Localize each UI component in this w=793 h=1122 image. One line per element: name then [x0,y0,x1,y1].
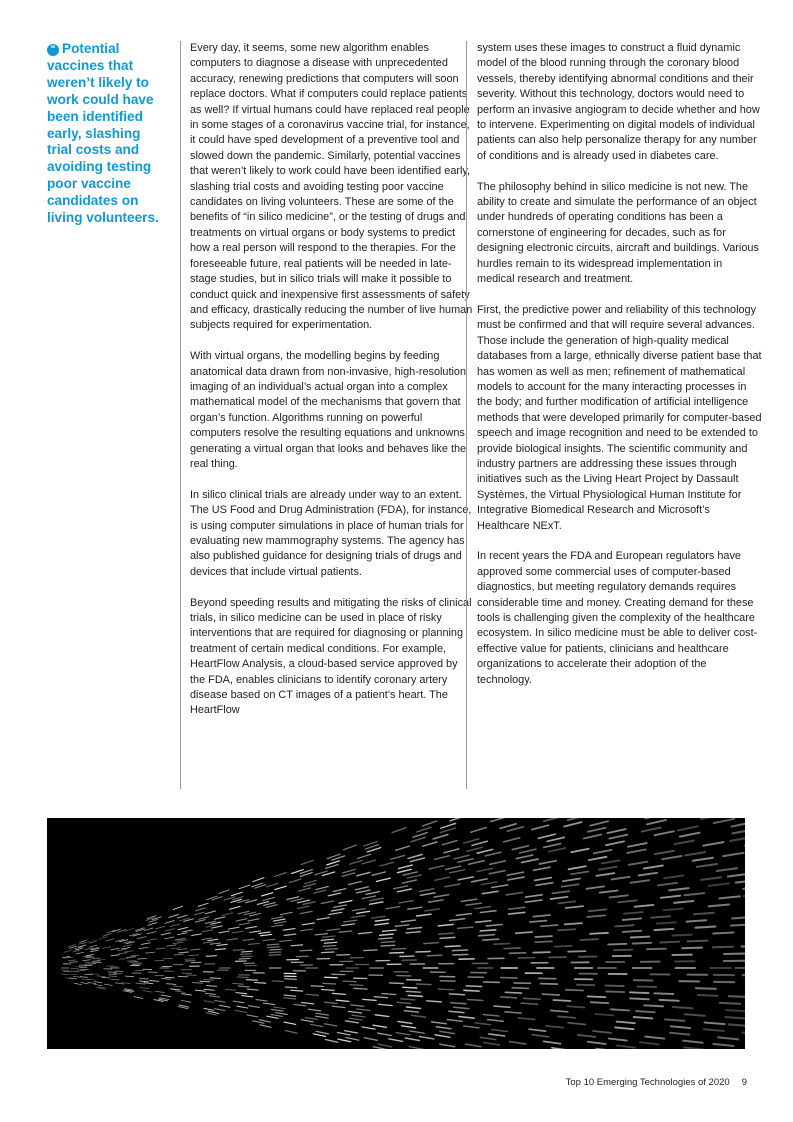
footer-title: Top 10 Emerging Technologies of 2020 [565,1077,730,1088]
paragraph: The philosophy behind in silico medicine is not new. The ability to create and simulate the performance of an object under hundreds of operating conditions has been a cornerstone of engineering for decades, such as for designing electronic circuits, aircraft and buildings. Various hurdles remain to its widespread implementation in medical research and treatment. [477,180,759,286]
paragraph: In silico clinical trials are already under way to an extent. The US Food and Drug Administration (FDA), for instance, is using computer simulations in place of human trials for evaluating new mammography systems. The agency has also published guidance for designing trials of drugs and devices that include virtual patients. [190,488,472,578]
pull-quote [47,41,159,227]
hero-image [47,818,745,1049]
page-footer [566,1077,747,1088]
light-streaks [61,818,745,1049]
article-column-left [180,41,475,789]
light-streaks-graphic [47,818,745,1049]
paragraph: Every day, it seems, some new algorithm enables computers to diagnose a disease with unprecedented accuracy, renewing predictions that computers will soon replace doctors. What if computers could replace patients as well? If virtual humans could have replaced real people in some stages of a coronavirus vaccine trial, for instance, it could have sped development of a preventive tool and slowed down the pandemic. Similarly, potential vaccines that weren’t likely to work could have been identified early, slashing trial costs and avoiding testing poor vaccine candidates on living volunteers. These are some of the benefits of “in silico medicine”, or the testing of drugs and treatments on virtual organs or body systems to predict how a real person will respond to the therapies. For the foreseeable future, real patients will be needed in late-stage studies, but in silico trials will make it possible to conduct quick and inexpensive first assessments of safety and efficacy, drastically reducing the number of live human subjects required for experimentation. [190,42,473,332]
page-number: 9 [741,1077,747,1088]
paragraph: system uses these images to construct a fluid dynamic model of the blood running through the coronary blood vessels, thereby identifying abnormal conditions and their severity. Without this technology, doctors would need to perform an invasive angiogram to decide whether and how to intervene. Experimenting on digital models of individual patients can also help personalize therapy for any number of conditions and is already used in diabetes care. [477,42,760,162]
article-column-right [466,41,762,789]
paragraph: Beyond speeding results and mitigating the risks of clinical trials, in silico medicine can be used in place of risky interventions that are required for diagnosing or planning treatment of certain medical conditions. For example, HeartFlow Analysis, a cloud-based service approved by the FDA, enables clinicians to identify coronary artery disease based on CT images of a patient’s heart. The HeartFlow [190,596,472,717]
paragraph: With virtual organs, the modelling begins by feeding anatomical data drawn from non-invasive, high-resolution imaging of an individual’s actual organ into a complex mathematical model of the mechanisms that govern that organ’s function. Algorithms running on powerful computers resolve the resulting equations and unknowns, generating a virtual organ that looks and behaves like the real thing. [190,350,468,470]
paragraph: First, the predictive power and reliability of this technology must be confirmed and that will require several advances. Those include the generation of high-quality medical databases from a large, ethnically diverse patient base that has women as well as men; refinement of mathematical models to account for the many interacting processes in the body; and further modification of artificial intelligence methods that were developed primarily for computer-based speech and image recognition and need to be extended to provide biological insights. The scientific community and industry partners are addressing these issues through initiatives such as the Living Heart Project by Dassault Systèmes, the Virtual Physiological Human Institute for Integrative Biomedical Research and Microsoft’s Healthcare NExT. [477,303,762,532]
paragraph: In recent years the FDA and European regulators have approved some commercial uses of computer-based diagnostics, but meeting regulatory demands requires considerable time and money. Creating demand for these tools is challenging given the complexity of the healthcare ecosystem. In silico medicine must be able to deliver cost-effective value for patients, clinicians and healthcare organizations to accelerate their adoption of the technology. [477,550,758,686]
quote-icon: “ [47,44,59,56]
pull-quote-text: Potential vaccines that weren’t likely to work could have been identified early, slashing trial costs and avoiding testing poor vaccine candidates on living volunteers. [47,41,159,226]
